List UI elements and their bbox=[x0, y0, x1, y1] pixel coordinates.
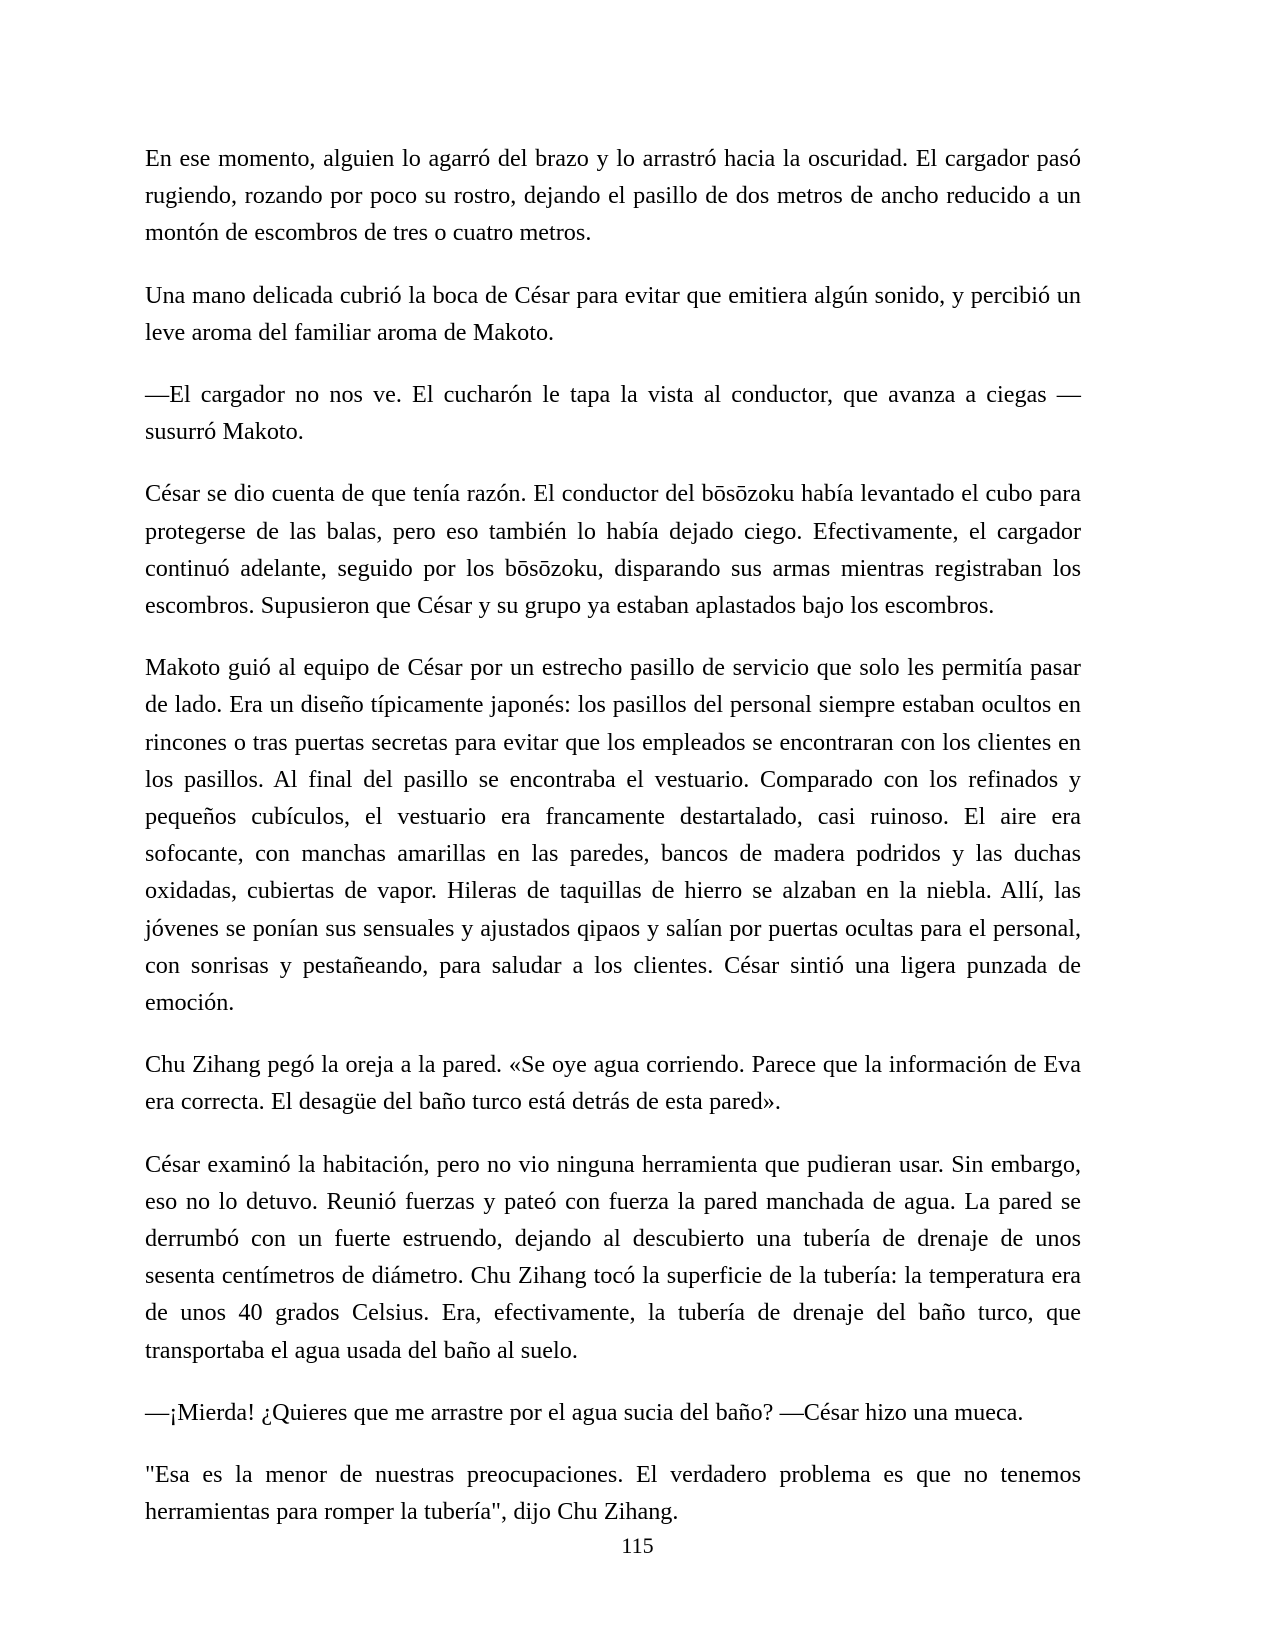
page-number: 115 bbox=[621, 1533, 654, 1558]
paragraph-2: Una mano delicada cubrió la boca de César para evitar que emitiera algún sonido, y percibió un leve aroma del familiar aroma de Makoto. bbox=[145, 281, 1081, 346]
paragraph-6-dialogue: Chu Zihang pegó la oreja a la pared. «Se oye agua corriendo. Parece que la información de Eva era correcta. El desagüe del baño turco está detrás de esta pared». bbox=[145, 1051, 1081, 1116]
paragraph-1: En ese momento, alguien lo agarró del brazo y lo arrastró hacia la oscuridad. El cargador pasó rugiendo, rozando por poco su rostro, dejando el pasillo de dos metros de ancho reducido a un montón de escombros de tres o cuatro metros. bbox=[145, 145, 1081, 247]
paragraph-5: Makoto guió al equipo de César por un estrecho pasillo de servicio que solo les permitía pasar de lado. Era un diseño típicamente japonés: los pasillos del personal siempre estaban ocultos en rincones o tras puertas secretas para evitar que los empleados se encontraran con los clientes en los pasillos. Al final del pasillo se encontraba el vestuario. Comparado con los refinados y pequeños cubículos, el vestuario era francamente destartalado, casi ruinoso. El aire era sofocante, con manchas amarillas en las paredes, bancos de madera podridos y las duchas oxidadas, cubiertas de vapor. Hileras de taquillas de hierro se alzaban en la niebla. Allí, las jóvenes se ponían sus sensuales y ajustados qipaos y salían por puertas ocultas para el personal, con sonrisas y pestañeando, para saludar a los clientes. César sintió una ligera punzada de emoción. bbox=[145, 654, 1081, 1017]
paragraph-3-dialogue: —El cargador no nos ve. El cucharón le tapa la vista al conductor, que avanza a ciegas —susurró Makoto. bbox=[145, 381, 1081, 446]
paragraph-9-dialogue: "Esa es la menor de nuestras preocupaciones. El verdadero problema es que no tenemos herramientas para romper la tubería", dijo Chu Zihang. bbox=[145, 1461, 1081, 1526]
paragraph-8-dialogue: —¡Mierda! ¿Quieres que me arrastre por el agua sucia del baño? —César hizo una mueca. bbox=[145, 1398, 1024, 1426]
paragraph-4: César se dio cuenta de que tenía razón. El conductor del bōsōzoku había levantado el cubo para protegerse de las balas, pero eso también lo había dejado ciego. Efectivamente, el cargador continuó adelante, seguido por los bōsōzoku, disparando sus armas mientras registraban los escombros. Supusieron que César y su grupo ya estaban aplastados bajo los escombros. bbox=[145, 480, 1081, 620]
body-text-column bbox=[145, 140, 1081, 1531]
paragraph-7: César examinó la habitación, pero no vio ninguna herramienta que pudieran usar. Sin embargo, eso no lo detuvo. Reunió fuerzas y pateó con fuerza la pared manchada de agua. La pared se derrumbó con un fuerte estruendo, dejando al descubierto una tubería de drenaje de unos sesenta centímetros de diámetro. Chu Zihang tocó la superficie de la tubería: la temperatura era de unos 40 grados Celsius. Era, efectivamente, la tubería de drenaje del baño turco, que transportaba el agua usada del baño al suelo. bbox=[145, 1150, 1081, 1364]
